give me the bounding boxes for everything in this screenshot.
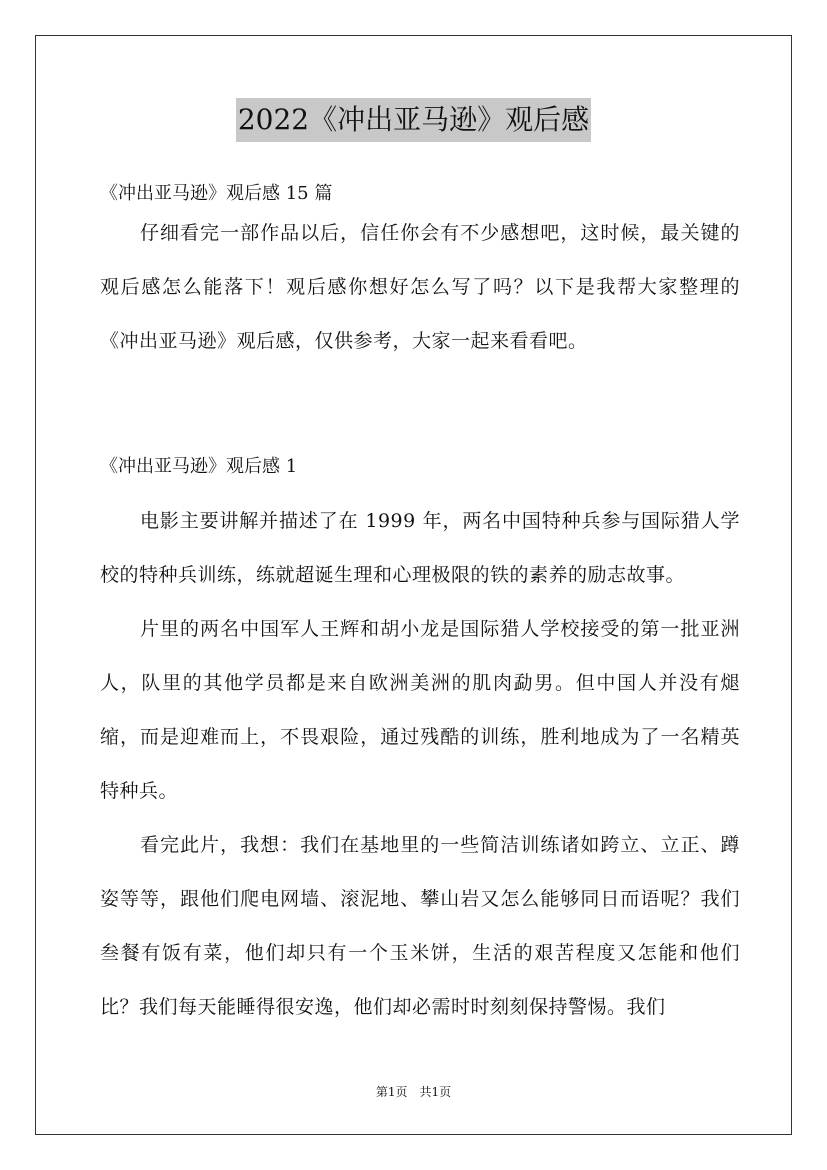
body-paragraph-2: 片里的两名中国军人王辉和胡小龙是国际猎人学校接受的第一批亚洲人，队里的其他学员都是来自欧洲美洲的肌肉勐男。但中国人并没有煺缩，而是迎难而上，不畏艰险，通过残酷的训练，胜利地成为了一名精英特种兵。: [100, 618, 740, 802]
body-paragraph-1: 电影主要讲解并描述了在 1999 年，两名中国特种兵参与国际猎人学校的特种兵训练，练就超诞生理和心理极限的铁的素养的励志故事。: [100, 510, 740, 586]
document-title: 2022《冲出亚马逊》观后感: [236, 98, 591, 142]
section-heading: 《冲出亚马逊》观后感 1: [100, 456, 298, 477]
document-subtitle: 《冲出亚马逊》观后感 15 篇: [100, 183, 333, 204]
body-paragraph-3: 看完此片，我想：我们在基地里的一些简洁训练诸如跨立、立正、蹲姿等等，跟他们爬电网墙、滚泥地、攀山岩又怎么能够同日而语呢？我们叁餐有饭有菜，他们却只有一个玉米饼，生活的艰苦程度又怎能和他们比？我们每天能睡得很安逸，他们却必需时时刻刻保持警惕。我们: [100, 834, 740, 1018]
intro-paragraph: 仔细看完一部作品以后，信任你会有不少感想吧，这时候，最关键的观后感怎么能落下！观后感你想好怎么写了吗？以下是我帮大家整理的《冲出亚马逊》观后感，仅供参考，大家一起来看看吧。: [100, 222, 740, 352]
title-container: [0, 98, 827, 142]
page-footer: 第1页 共1页: [375, 1085, 452, 1099]
